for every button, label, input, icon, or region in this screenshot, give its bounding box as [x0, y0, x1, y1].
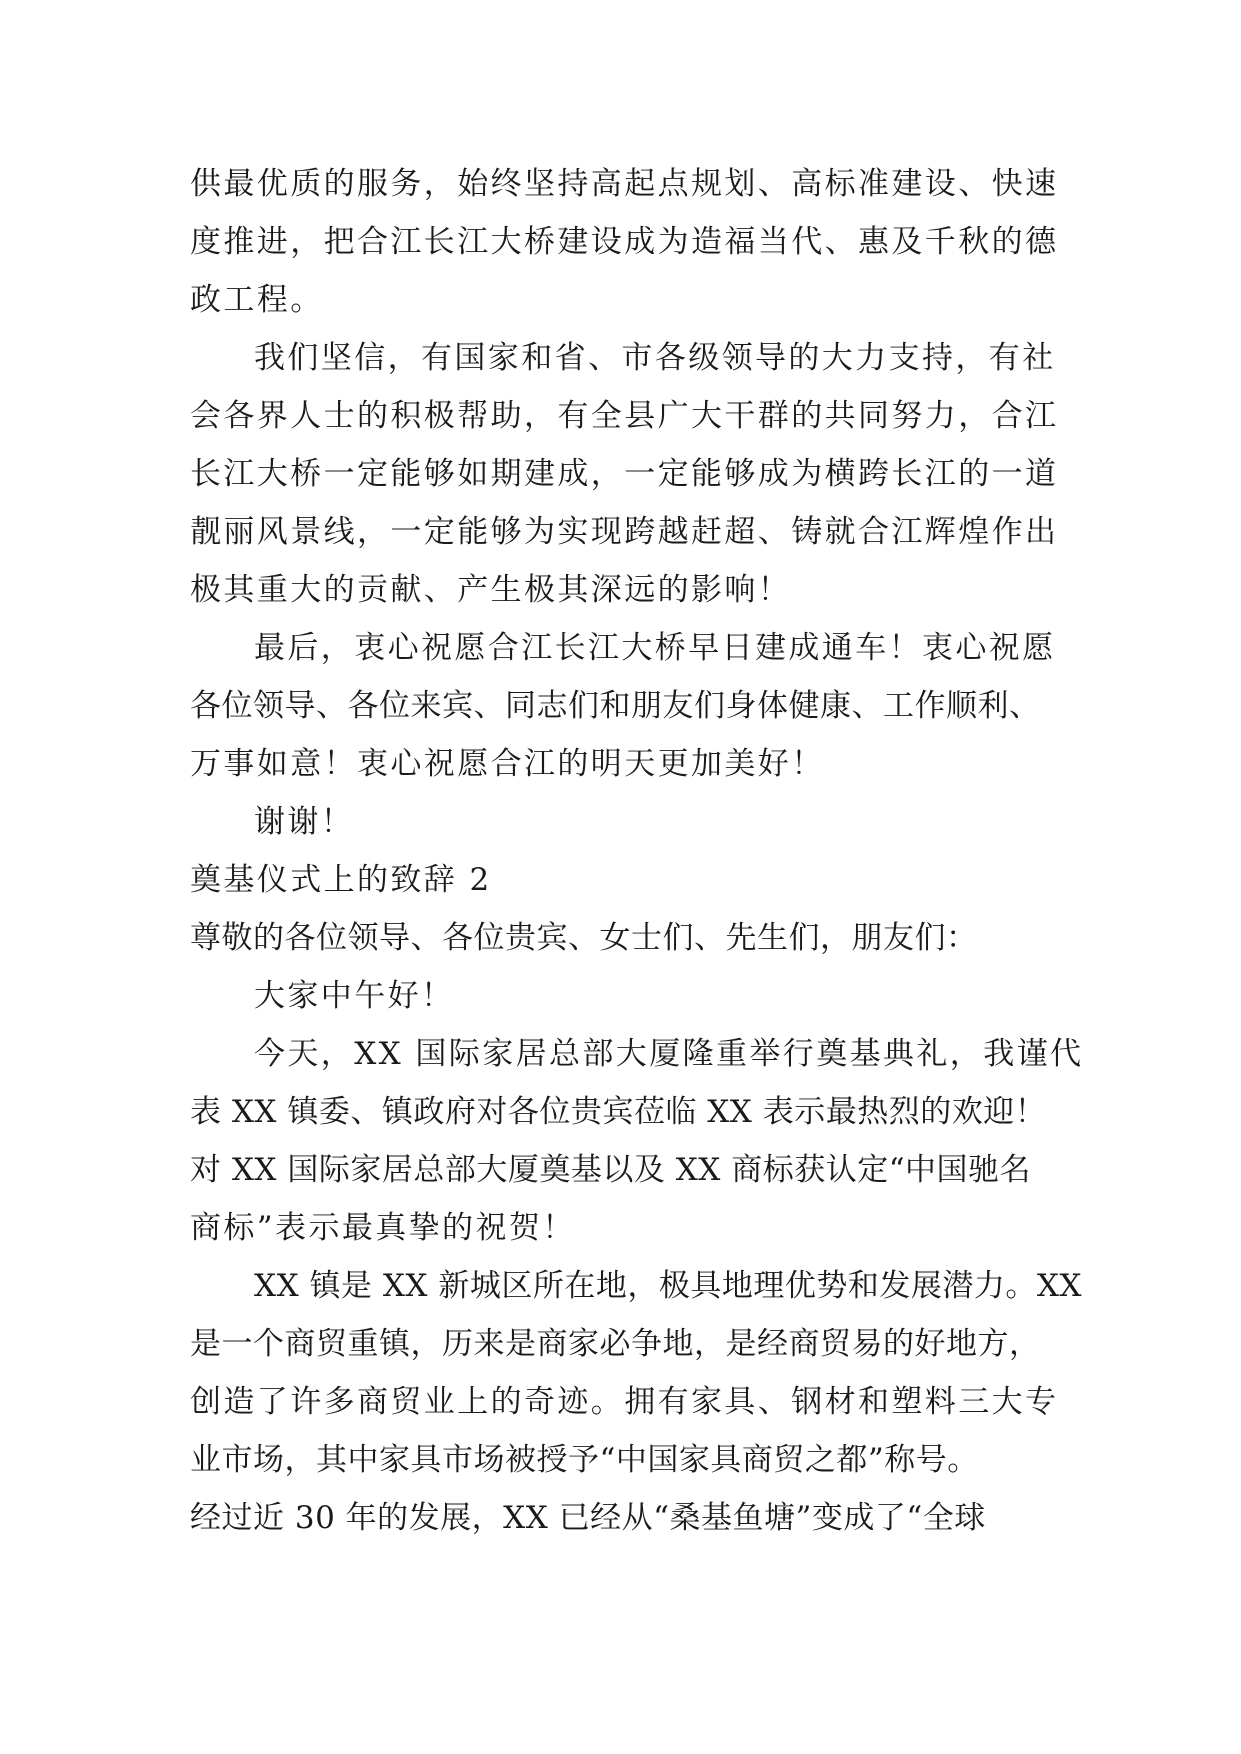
- text-line: 表 XX 镇委、镇政府对各位贵宾莅临 XX 表示最热烈的欢迎！: [190, 1094, 1047, 1130]
- text-line: 极其重大的贡献、产生极其深远的影响！: [190, 572, 792, 608]
- paragraph-start: 我们坚信，有国家和省、市各级领导的大力支持，有社: [254, 340, 1056, 376]
- text-line: 是一个商贸重镇，历来是商家必争地，是经商贸易的好地方，: [190, 1326, 1041, 1362]
- text-line: 万事如意！衷心祝愿合江的明天更加美好！: [190, 746, 825, 782]
- paragraph-start: 今天，XX 国际家居总部大厦隆重举行奠基典礼，我谨代: [254, 1036, 1084, 1072]
- paragraph-start: 最后，衷心祝愿合江长江大桥早日建成通车！衷心祝愿: [254, 630, 1056, 666]
- paragraph-start: XX 镇是 XX 新城区所在地，极具地理优势和发展潜力。XX: [254, 1268, 1082, 1304]
- text-line: 业市场，其中家具市场被授予“中国家具商贸之都”称号。: [190, 1442, 979, 1478]
- salutation: 尊敬的各位领导、各位贵宾、女士们、先生们，朋友们：: [190, 920, 978, 956]
- text-line: 政工程。: [190, 282, 324, 318]
- section-title: 奠基仪式上的致辞 2: [190, 862, 492, 898]
- text-line: 创造了许多商贸业上的奇迹。拥有家具、钢材和塑料三大专: [190, 1384, 1059, 1420]
- text-line: 供最优质的服务，始终坚持高起点规划、高标准建设、快速: [190, 166, 1059, 202]
- text-line: 度推进，把合江长江大桥建设成为造福当代、惠及千秋的德: [190, 224, 1059, 260]
- text-line: 长江大桥一定能够如期建成，一定能够成为横跨长江的一道: [190, 456, 1059, 492]
- text-line: 靓丽风景线，一定能够为实现跨越赶超、铸就合江辉煌作出: [190, 514, 1059, 550]
- greeting: 大家中午好！: [254, 978, 455, 1014]
- text-line: 各位领导、各位来宾、同志们和朋友们身体健康、工作顺利、: [190, 688, 1041, 724]
- closing-thanks: 谢谢！: [254, 804, 355, 840]
- text-line: 经过近 30 年的发展，XX 已经从“桑基鱼塘”变成了“全球: [190, 1500, 986, 1536]
- text-line: 商标”表示最真挚的祝贺！: [190, 1210, 576, 1246]
- document-body: [190, 155, 1084, 1547]
- text-line: 会各界人士的积极帮助，有全县广大干群的共同努力，合江: [190, 398, 1059, 434]
- text-line: 对 XX 国际家居总部大厦奠基以及 XX 商标获认定“中国驰名: [190, 1152, 1032, 1188]
